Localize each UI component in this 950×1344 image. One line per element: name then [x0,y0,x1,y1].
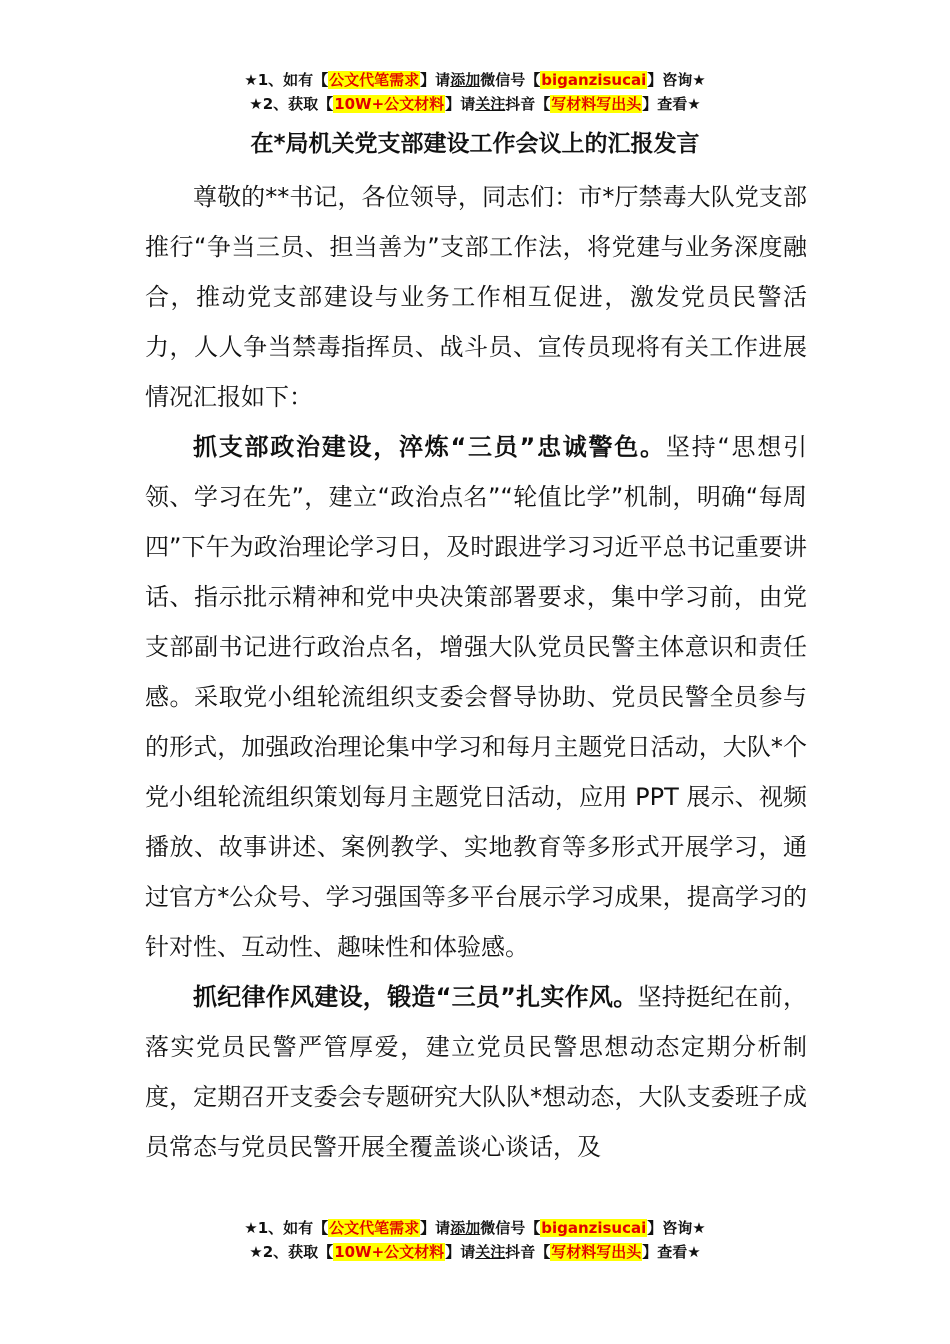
banner-line-2: ★2、获取【10W+公文材料】请关注抖音【写材料写出头】查看★ [249,95,701,113]
douyin-highlight: 写材料写出头 [551,95,642,113]
materials-highlight: 10W+公文材料 [334,95,445,113]
document-title: 在*局机关党支部建设工作会议上的汇报发言 [250,131,700,157]
top-banner [0,68,950,116]
section-paragraph-1: 抓支部政治建设，淬炼“三员”忠诚警色。坚持“思想引领、学习在先”，建立“政治点名”“轮值比学”机制，明确“每周四”下午为政治理论学习日，及时跟进学习习近平总书记重要讲话、指示批示精神和党中央决策部署要求，集中学习前，由党支部副书记进行政治点名，增强大队党员民警主体意识和责任感。采取党小组轮流组织支委会督导协助、党员民警全员参与的形式，加强政治理论集中学习和每月主题党日活动，大队*个党小组轮流组织策划每月主题党日活动，应用 PPT 展示、视频播放、故事讲述、案例教学、实地教育等多形式开展学习，通过官方*公众号、学习强国等多平台展示学习成果，提高学习的针对性、互动性、趣味性和体验感。 [145,433,807,961]
wechat-id-highlight: biganzisucai [541,1219,647,1237]
section-paragraph-2: 抓纪律作风建设，锻造“三员”扎实作风。坚持挺纪在前，落实党员民警严管厚爱，建立党员民警思想动态定期分析制度，定期召开支委会专题研究大队队*想动态，大队支委班子成员常态与党员民警开展全覆盖谈心谈话，及 [145,983,808,1161]
intro-paragraph: 尊敬的**书记，各位领导，同志们：市*厅禁毒大队党支部推行“争当三员、担当善为”支部工作法，将党建与业务深度融合，推动党支部建设与业务工作相互促进，激发党员民警活力，人人争当禁毒指挥员、战斗员、宣传员现将有关工作进展情况汇报如下： [145,183,807,411]
section-heading-1: 抓支部政治建设，淬炼“三员”忠诚警色。 [193,433,666,461]
service-highlight: 公文代笔需求 [329,71,420,89]
banner-line-2: ★2、获取【10W+公文材料】请关注抖音【写材料写出头】查看★ [249,1243,701,1261]
section-heading-2: 抓纪律作风建设，锻造“三员”扎实作风。 [193,983,638,1011]
materials-highlight: 10W+公文材料 [334,1243,445,1261]
banner-line-1: ★1、如有【公文代笔需求】请添加微信号【biganzisucai】咨询★ [244,1219,706,1237]
wechat-id-highlight: biganzisucai [541,71,647,89]
document-body [145,172,807,1172]
douyin-highlight: 写材料写出头 [551,1243,642,1261]
service-highlight: 公文代笔需求 [329,1219,420,1237]
banner-line-1: ★1、如有【公文代笔需求】请添加微信号【biganzisucai】咨询★ [244,71,706,89]
bottom-banner [0,1216,950,1264]
